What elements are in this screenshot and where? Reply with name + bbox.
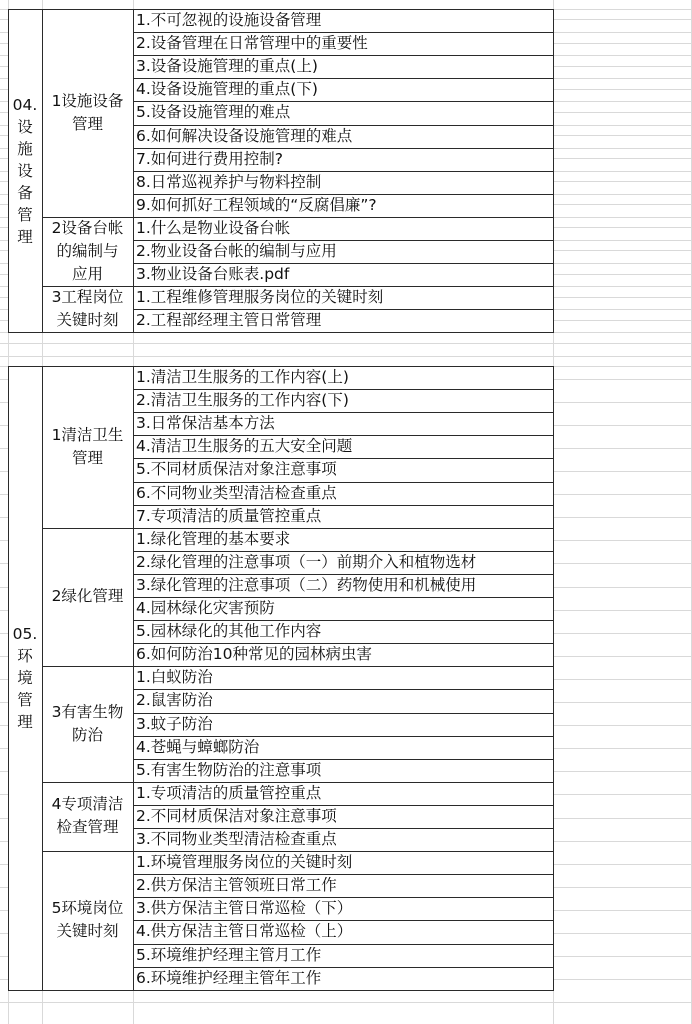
row-border [133, 101, 554, 102]
row-border [133, 967, 554, 968]
grid-line [0, 343, 692, 344]
column-border [553, 9, 554, 333]
table-border-bottom [8, 990, 554, 991]
item-cell: 1.工程维修管理服务岗位的关键时刻 [136, 288, 384, 307]
row-border [133, 944, 554, 945]
item-cell: 4.苍蝇与蟑螂防治 [136, 737, 260, 756]
item-cell: 2.工程部经理主管日常管理 [136, 311, 322, 330]
item-cell: 2.绿化管理的注意事项（一）前期介入和植物选材 [136, 552, 477, 571]
chapter-cell [8, 9, 42, 332]
subcategory-label: 5环境岗位 关键时刻 [51, 899, 124, 941]
group-border [42, 782, 554, 783]
item-cell: 5.不同材质保洁对象注意事项 [136, 460, 337, 479]
row-border [133, 171, 554, 172]
item-cell: 6.如何防治10种常见的园林病虫害 [136, 645, 373, 664]
subcategory-cell [42, 528, 133, 667]
subcategory-cell [42, 366, 133, 528]
grid-line [0, 356, 692, 357]
row-border [133, 805, 554, 806]
item-cell: 3.日常保洁基本方法 [136, 414, 275, 433]
grid-line [0, 1002, 692, 1003]
row-border [133, 412, 554, 413]
chapter-label: 05. 环 境 管 理 [12, 624, 38, 731]
row-border [133, 240, 554, 241]
subcategory-label: 3工程岗位 关键时刻 [51, 288, 124, 330]
subcategory-cell [42, 851, 133, 990]
row-border [133, 897, 554, 898]
row-border [133, 920, 554, 921]
item-cell: 3.供方保洁主管日常巡检（下） [136, 899, 353, 918]
item-cell: 3.蚊子防治 [136, 714, 213, 733]
row-border [133, 32, 554, 33]
row-border [133, 458, 554, 459]
subcategory-cell [42, 286, 133, 332]
item-cell: 2.不同材质保洁对象注意事项 [136, 806, 337, 825]
row-border [133, 435, 554, 436]
item-cell: 1.绿化管理的基本要求 [136, 529, 291, 548]
subcategory-cell [42, 217, 133, 286]
chapter-cell [8, 366, 42, 990]
column-border [8, 9, 9, 333]
row-border [133, 574, 554, 575]
group-border [42, 528, 554, 529]
item-cell: 2.供方保洁主管领班日常工作 [136, 876, 337, 895]
item-cell: 8.日常巡视养护与物料控制 [136, 172, 322, 191]
item-cell: 4.供方保洁主管日常巡检（上） [136, 922, 353, 941]
column-border [133, 9, 134, 333]
item-cell: 6.不同物业类型清洁检查重点 [136, 483, 337, 502]
item-cell: 6.如何解决设备设施管理的难点 [136, 126, 353, 145]
row-border [133, 713, 554, 714]
row-border [133, 551, 554, 552]
item-cell: 9.如何抓好工程领域的“反腐倡廉”? [136, 195, 377, 214]
row-border [133, 148, 554, 149]
item-cell: 1.清洁卫生服务的工作内容(上) [136, 368, 349, 386]
item-cell: 5.园林绿化的其他工作内容 [136, 622, 322, 641]
item-cell: 5.环境维护经理主管月工作 [136, 945, 322, 964]
column-border [42, 366, 43, 991]
subcategory-label: 1清洁卫生 管理 [51, 425, 124, 467]
row-border [133, 828, 554, 829]
row-border [133, 194, 554, 195]
item-cell: 1.不可忽视的设施设备管理 [136, 11, 322, 29]
item-cell: 1.专项清洁的质量管控重点 [136, 783, 322, 802]
row-border [133, 759, 554, 760]
row-border [133, 263, 554, 264]
subcategory-label: 3有害生物 防治 [51, 703, 124, 745]
row-border [133, 874, 554, 875]
subcategory-label: 4专项清洁 检查管理 [51, 795, 124, 837]
row-border [133, 125, 554, 126]
row-border [133, 482, 554, 483]
item-cell: 7.专项清洁的质量管控重点 [136, 506, 322, 525]
row-border [133, 78, 554, 79]
subcategory-label: 2设备台帐 的编制与 应用 [51, 219, 124, 284]
row-border [133, 55, 554, 56]
table-border-top [8, 9, 554, 10]
row-border [133, 643, 554, 644]
table-border-bottom [8, 332, 554, 333]
group-border [42, 286, 554, 287]
item-cell: 2.物业设备台帐的编制与应用 [136, 242, 337, 260]
item-cell: 3.绿化管理的注意事项（二）药物使用和机械使用 [136, 575, 477, 594]
row-border [133, 309, 554, 310]
row-border [133, 389, 554, 390]
item-cell: 2.鼠害防治 [136, 691, 213, 710]
item-cell: 4.设备设施管理的重点(下) [136, 80, 318, 99]
subcategory-cell [42, 9, 133, 217]
column-border [553, 366, 554, 991]
row-border [133, 736, 554, 737]
item-cell: 1.环境管理服务岗位的关键时刻 [136, 853, 353, 872]
item-cell: 2.设备管理在日常管理中的重要性 [136, 34, 368, 53]
column-border [133, 366, 134, 991]
item-cell: 5.设备设施管理的难点 [136, 103, 291, 122]
subcategory-cell [42, 782, 133, 851]
row-border [133, 620, 554, 621]
item-cell: 3.物业设备台账表.pdf [136, 265, 290, 284]
row-border [133, 689, 554, 690]
group-border [42, 217, 554, 218]
item-cell: 5.有害生物防治的注意事项 [136, 760, 322, 779]
group-border [42, 666, 554, 667]
item-cell: 2.清洁卫生服务的工作内容(下) [136, 391, 349, 410]
item-cell: 4.清洁卫生服务的五大安全问题 [136, 437, 353, 456]
column-border [42, 9, 43, 333]
item-cell: 6.环境维护经理主管年工作 [136, 968, 322, 987]
subcategory-label: 2绿化管理 [51, 587, 124, 606]
item-cell: 3.不同物业类型清洁检查重点 [136, 830, 337, 848]
subcategory-cell [42, 666, 133, 782]
item-cell: 1.什么是物业设备台帐 [136, 218, 291, 237]
column-border [8, 366, 9, 991]
row-border [133, 505, 554, 506]
item-cell: 1.白蚁防治 [136, 668, 213, 687]
table-border-top [8, 366, 554, 367]
item-cell: 3.设备设施管理的重点(上) [136, 57, 318, 76]
item-cell: 7.如何进行费用控制? [136, 149, 284, 168]
chapter-label: 04. 设 施 设 备 管 理 [12, 95, 38, 246]
group-border [42, 851, 554, 852]
subcategory-label: 1设施设备 管理 [51, 91, 124, 133]
item-cell: 4.园林绿化灾害预防 [136, 599, 275, 617]
row-border [133, 597, 554, 598]
